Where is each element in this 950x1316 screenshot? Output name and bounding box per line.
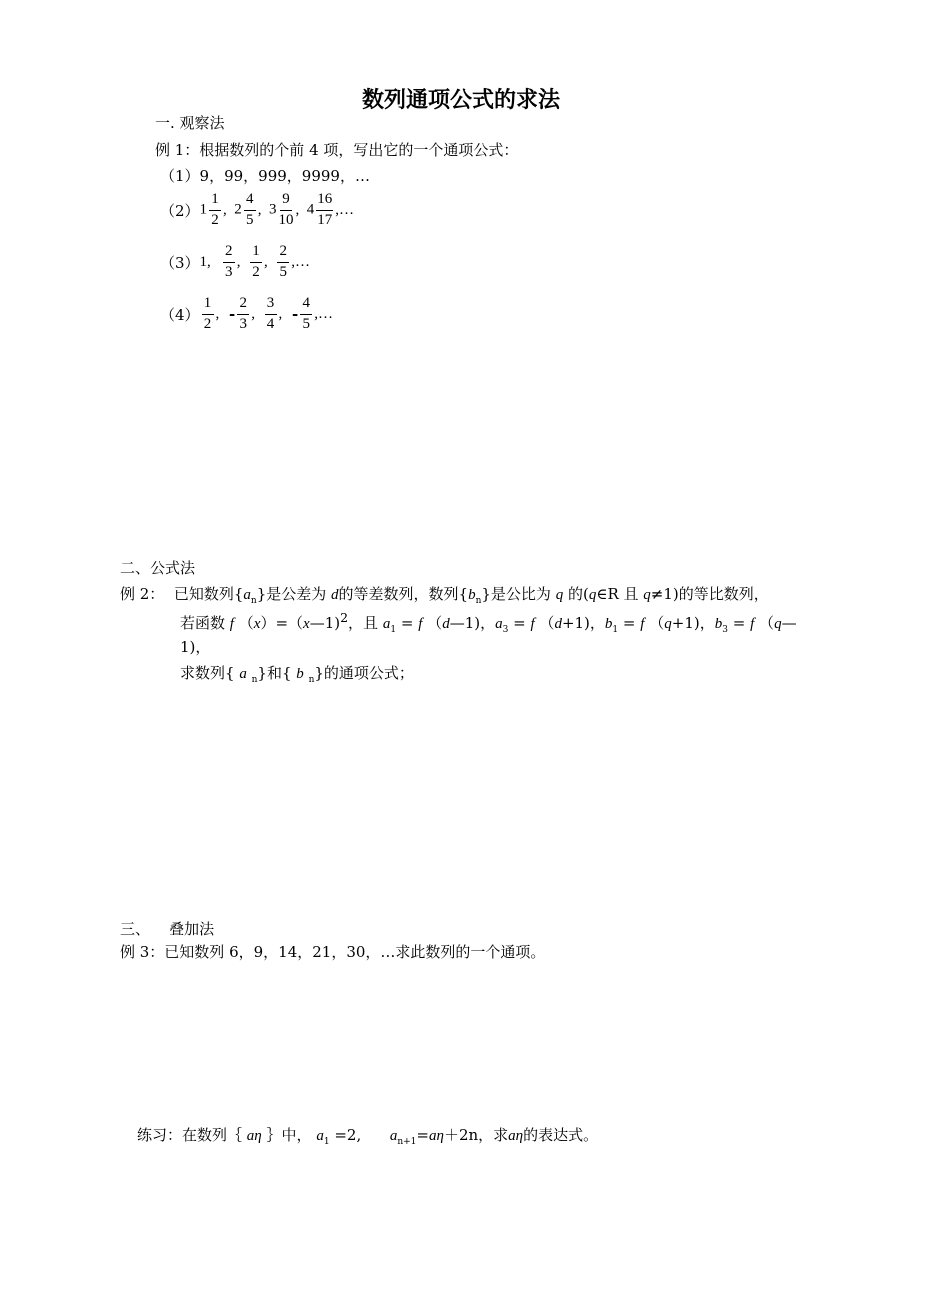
minus-sign: - bbox=[292, 305, 299, 324]
fraction: $\frac{2}{3}$ bbox=[237, 296, 249, 333]
example-3: 例 3：已知数列 6，9，14，21，30，…求此数列的一个通项。 bbox=[120, 943, 546, 961]
example-2-line-4: 求数列{ a $_n$}和{ b $_n$}的通项公式； bbox=[180, 664, 414, 685]
mixed-number: 4 $\frac{16}{17}$ bbox=[306, 191, 333, 228]
fraction: $\frac{1}{2}$ bbox=[202, 296, 214, 333]
problem-1-1: （1）9，99，999，9999，… bbox=[160, 167, 370, 185]
mixed-number: 2 $\frac{4}{5}$ bbox=[234, 200, 258, 218]
practice-problem: 练习：在数列｛ aη ｝中， $a_1 =2$, $a_{n+1}=a\eta+2n$，求aη的表达式。 bbox=[137, 1126, 599, 1147]
fraction: $\frac{2}{5}$ bbox=[277, 244, 289, 281]
problem-1-2: （2）1 $\frac{1}{2}$ , 2 $\frac{4}{5}$ , 3 $\frac{9}{10}$ , 4 $\frac{16}{17}$ ,… bbox=[160, 191, 355, 228]
example-2-line-3: 1)， bbox=[180, 638, 211, 656]
problem-1-3: （3）1, $\frac{2}{3}$ , $\frac{1}{2}$ , $\frac{2}{5}$ ,… bbox=[160, 243, 311, 280]
fraction: $\frac{3}{4}$ bbox=[265, 296, 277, 333]
section-3-heading: 三、 叠加法 bbox=[120, 920, 215, 938]
problem-label: （2） bbox=[160, 201, 200, 220]
section-1-heading: 一. 观察法 bbox=[155, 114, 225, 132]
minus-sign: - bbox=[229, 305, 236, 324]
section-2-heading: 二、公式法 bbox=[120, 559, 196, 577]
example-1-intro: 例 1：根据数列的个前 4 项，写出它的一个通项公式： bbox=[155, 141, 519, 159]
example-2-line-2: 若函数 f （x）=（x—1)$^2$，且 $a_1 = f$ （d—1)，$a_3 = f$ （d+1)，$b_1 = f$ （q+1)，$b_3 = f$ （q— bbox=[180, 610, 797, 635]
fraction: $\frac{1}{2}$ bbox=[250, 244, 262, 281]
mixed-number: 3 $\frac{9}{10}$ bbox=[269, 191, 294, 228]
mixed-number: 1 $\frac{1}{2}$ bbox=[200, 200, 224, 218]
fraction: $\frac{2}{3}$ bbox=[223, 244, 235, 281]
problem-1-4: （4） $\frac{1}{2}$ , - $\frac{2}{3}$ , $\frac{3}{4}$ , - $\frac{4}{5}$ ,… bbox=[160, 295, 334, 332]
problem-label: （3） bbox=[160, 253, 200, 272]
fraction: $\frac{4}{5}$ bbox=[300, 296, 312, 333]
example-2-line-1: 例 2： 已知数列$\{a_n\}$是公差为 d的等差数列，数列$\{b_n\}$是公比为 q 的(q∈R 且 q≠1)的等比数列， bbox=[120, 585, 769, 606]
page-title: 数列通项公式的求法 bbox=[362, 88, 561, 113]
problem-label: （4） bbox=[160, 305, 200, 324]
